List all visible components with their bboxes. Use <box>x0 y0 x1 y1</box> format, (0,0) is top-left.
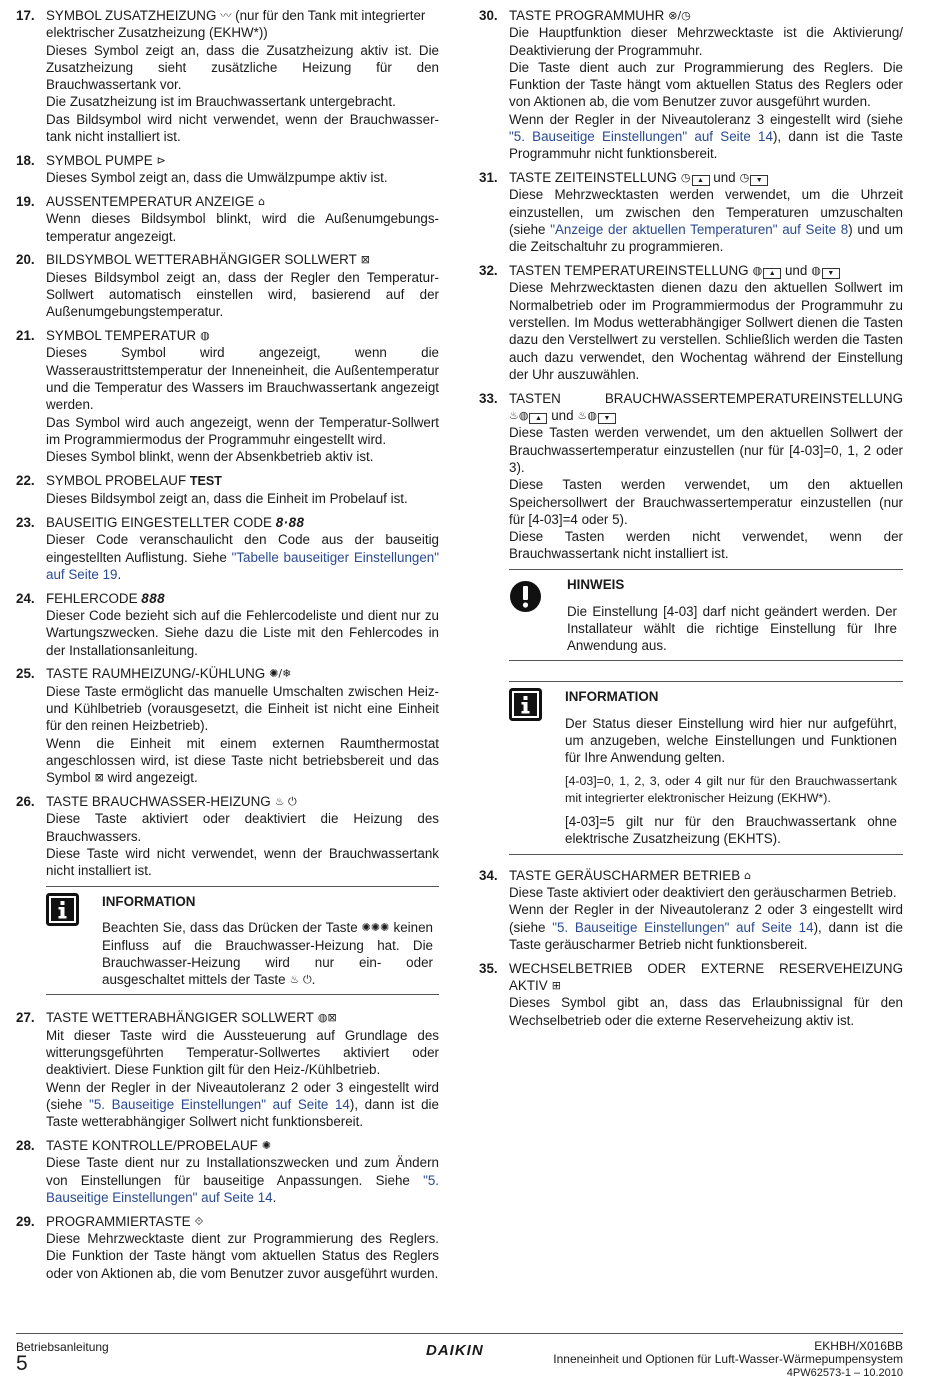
paragraph: Diese Taste wird nicht verwendet, wenn der Brauchwassertank nicht installiert ist. <box>46 845 439 879</box>
item-29 <box>16 1213 439 1282</box>
item-number: 26. <box>16 793 35 809</box>
document-type: Betriebsanleitung <box>16 1340 109 1354</box>
note-heading: INFORMATION <box>102 893 196 909</box>
notice-box <box>509 569 903 661</box>
paragraph: Das Bildsymbol wird nicht verwendet, wenn der Brauchwasser-tank nicht installiert ist. <box>46 111 439 145</box>
paragraph: Wenn der Regler in der Niveautoleranz 2 oder 3 eingestellt wird (siehe <box>46 1079 439 1112</box>
paragraph: Diese Mehrzwecktaste dient zur Programmierung des Reglers. Die Funktion der Taste hängt vom aktuellen Status des Reglers oder von Aktionen ab, die vom Benutzer zuvor ausgeführt wurden. <box>46 1231 439 1281</box>
warning-exclamation-icon <box>509 580 542 613</box>
item-24 <box>16 590 439 659</box>
item-title: SYMBOL PUMPE <box>46 152 153 168</box>
paragraph: Die Taste dient auch zur Programmierung des Reglers. Die Funktion der Taste hängt vom aktuellen Status des Reglers oder von Aktionen ab, die vom Benutzer zuvor ausgeführt wurden. <box>509 59 903 110</box>
up-key-icon: ▲ <box>529 413 547 424</box>
item-number: 24. <box>16 590 35 606</box>
item-18 <box>16 152 439 187</box>
page-number: 5 <box>16 1352 28 1375</box>
item-title: PROGRAMMIERTASTE <box>46 1213 191 1229</box>
item-31: 31. TASTE ZEITEINSTELLUNG ◷ ▲ und ◷ ▼ Diese Mehrzwecktasten werden verwendet, um die Uhrzeit einzustellen, um zwischen den Temperaturen umzuschalten (siehe "Anzeige der aktuellen Temperaturen" auf Seite 8) und um die Zeitschaltuhr zu programmieren. <box>479 170 903 255</box>
clock-icon: ◷ <box>739 171 750 185</box>
item-21 <box>16 327 439 465</box>
paragraph: Diese Mehrzwecktasten dienen dazu den aktuellen Sollwert im Normalbetrieb oder im Programmiermodus der Programmuhr zu verstellen. Im Modus wetterabhängiger Sollwert dienen die Tasten dazu den Verstellwert zu verstellen. Schließlich werden die Tasten auch dazu verwendet, den Wochentag während der Einstellung der Uhr auszuwählen. <box>509 280 903 382</box>
paragraph: Mit dieser Taste wird die Aussteuerung auf Grundlage des witterungsgeführten Temperatur-Sollwertes aktiviert oder deaktiviert. Diese Funktion gilt für den Heiz-/Kühlbetrieb. <box>46 1027 439 1078</box>
field-code-display: 8·88 <box>275 515 305 531</box>
item-number: 34. <box>479 867 498 883</box>
item-number: 29. <box>16 1213 35 1229</box>
paragraph: Dieses Symbol wird angezeigt, wenn die Wasseraustrittstemperatur der Inneneinheit, die Außentemperatur und die Temperatur des Wassers im Brauchwassertank angezeigt werden. <box>46 345 439 413</box>
paragraph: Diese Taste dient nur zu Installationszwecken und zum Ändern von Einstellungen für bauseitige Anpassungen. Siehe <box>46 1155 439 1188</box>
weather-dependent-setpoint-icon: ⊠ <box>94 771 104 785</box>
item-35 <box>479 960 903 1029</box>
item-number: 35. <box>479 960 498 976</box>
paragraph: Dieses Bildsymbol zeigt an, dass die Einheit im Probelauf ist. <box>46 491 408 507</box>
item-17 <box>16 7 439 145</box>
note-heading: INFORMATION <box>565 689 659 705</box>
item-27: 27. TASTE WETTERABHÄNGIGER SOLLWERT ◍⊠ Mit dieser Taste wird die Aussteuerung auf Grundlage des witterungsgeführten Temperatur-Sollwertes aktiviert oder deaktiviert. Diese Funktion gilt für den Heiz-/Kühlbetrieb. Wenn der Regler in der Niveautoleranz 2 oder 3 eingestellt wird (siehe "5. Bauseitige Einstellungen" auf Seite 14), dann ist die Taste wetterabhängiger Sollwert nicht funktionsbereit. <box>16 1010 439 1130</box>
page-footer <box>16 1333 903 1379</box>
item-title: SYMBOL ZUSATZHEIZUNG <box>46 8 217 23</box>
item-title: SYMBOL TEMPERATUR <box>46 328 197 344</box>
item-number: 18. <box>16 152 35 168</box>
schedule-timer-icon: ⊗/◷ <box>668 9 691 22</box>
down-key-icon: ▼ <box>598 413 616 424</box>
backup-heater-icon: ⊞ <box>551 979 561 993</box>
paragraph: Diese Taste aktiviert oder deaktiviert den geräuscharmen Betrieb. <box>509 885 897 901</box>
weather-dependent-setpoint-icon: ⊠ <box>360 253 370 267</box>
item-25: 25. TASTE RAUMHEIZUNG/-KÜHLUNG ✺/❄ Diese Taste ermöglicht das manuelle Umschalten zwischen Heiz- und Kühlbetrieb (vorausgesetzt, die Einheit ist nicht eine Einheit für den reinen Heizbetrieb). Wenn die Einheit mit einem externen Raumthermostat angeschlossen wird, ist diese Taste nicht betriebsbereit und das Symbol ⊠ wird angezeigt. <box>16 666 439 786</box>
information-box: INFORMATION Beachten Sie, dass das Drücken der Taste ✺✺✺ keinen Einfluss auf die Brauchwasser-Heizung hat. Die Brauchwasser-Heizung wird nur ein- oder ausgeschaltet mittels der Taste ♨ ⏻. <box>46 886 439 995</box>
paragraph: Diese Taste aktiviert oder deaktiviert die Heizung des Brauchwassers. <box>46 811 439 844</box>
item-28: 28. TASTE KONTROLLE/PROBELAUF ✺ Diese Taste dient nur zu Installationszwecken und zum Ändern von Einstellungen für bauseitige Anpassungen. Siehe "5. Bauseitige Einstellungen" auf Seite 14. <box>16 1138 439 1205</box>
link-field-settings-table[interactable]: "Tabelle bauseitiger Einstellungen" auf Seite 19 <box>46 549 439 582</box>
low-noise-icon: ⌂ <box>744 868 752 882</box>
item-number: 21. <box>16 328 35 344</box>
paragraph: Diese Tasten werden verwendet, um den aktuellen Speichersollwert der Brauchwassertemperatur einzustellen (nur für [4-03]=4 oder 5). <box>509 477 903 527</box>
item-number: 27. <box>16 1010 35 1026</box>
item-title: BAUSEITIG EINGESTELLTER CODE <box>46 515 272 531</box>
hot-water-power-icon: ♨ ⏻ <box>274 794 297 808</box>
paragraph: Diese Tasten werden verwendet, um den aktuellen Sollwert der Brauchwassertemperatur einzustellen (nur für [4-03]=0, 1, 2 oder 3). <box>509 425 903 475</box>
down-key-icon: ▼ <box>750 175 768 186</box>
paragraph: Dieses Symbol zeigt an, dass die Umwälzpumpe aktiv ist. <box>46 170 388 186</box>
item-number: 33. <box>479 390 498 406</box>
item-title: SYMBOL PROBELAUF <box>46 472 187 488</box>
heating-cooling-buttons-icon: ✺✺✺ <box>361 921 390 935</box>
note-text: [4-03]=0, 1, 2, 3, oder 4 gilt nur für den Brauchwassertank mit integrierter elektronischer Heizung (EKHW*). <box>565 773 897 805</box>
test-icon: TEST <box>189 473 222 488</box>
paragraph: Die Hauptfunktion dieser Mehrzwecktaste ist die Aktivierung/ Deaktivierung der Programmuhr. <box>509 25 903 58</box>
paragraph: Dieses Bildsymbol zeigt an, dass der Regler den Temperatur-Sollwert automatisch einstellen wird, basierend auf der Außenumgebungstemperatur. <box>46 269 439 320</box>
item-number: 17. <box>16 8 35 23</box>
temperature-icon: ◍ <box>811 264 821 278</box>
link-current-temperatures[interactable]: "Anzeige der aktuellen Temperaturen" auf Seite 8 <box>550 222 849 238</box>
item-title: TASTEN TEMPERATUREINSTELLUNG <box>509 263 749 279</box>
information-icon <box>46 893 79 926</box>
document-subtitle: Inneneinheit und Optionen für Luft-Wasser-Wärmepumpensystem <box>553 1352 903 1367</box>
paragraph: Das Symbol wird auch angezeigt, wenn der Temperatur-Sollwert im Programmiermodus der Programmuhr eingestellt wird. <box>46 414 439 447</box>
information-icon <box>509 688 542 721</box>
link-field-settings[interactable]: "5. Bauseitige Einstellungen" auf Seite 14 <box>46 1172 439 1205</box>
paragraph: Die Zusatzheizung ist im Brauchwassertank untergebracht. <box>46 94 396 110</box>
right-column <box>479 7 903 1035</box>
temperature-icon: ◍ <box>200 329 210 343</box>
item-34: 34. TASTE GERÄUSCHARMER BETRIEB ⌂ Diese Taste aktiviert oder deaktiviert den geräuscharmen Betrieb. Wenn der Regler in der Niveautoleranz 2 oder 3 eingestellt wird (siehe "5. Bauseitige Einstellungen" auf Seite 14), dann ist die Taste geräuscharmer Betrieb nicht funktionsbereit. <box>479 867 903 952</box>
item-number: 20. <box>16 252 35 268</box>
note-heading: HINWEIS <box>567 577 625 593</box>
item-title: WECHSELBETRIEB ODER EXTERNE RESERVEHEIZUNG AKTIV <box>509 960 903 994</box>
item-title: TASTE RAUMHEIZUNG/-KÜHLUNG <box>46 666 266 682</box>
auxiliary-heater-icon: 〰 <box>220 9 232 22</box>
item-title: TASTE ZEITEINSTELLUNG <box>509 170 677 186</box>
item-number: 23. <box>16 515 35 531</box>
inspection-test-icon: ✺ <box>261 1139 272 1153</box>
document-number: 4PW62573-1 – 10.2010 <box>786 1366 903 1379</box>
item-number: 31. <box>479 170 498 186</box>
pump-icon: ⊳ <box>156 153 166 167</box>
paragraph: Dieses Symbol zeigt an, dass die Zusatzheizung aktiv ist. Die Zusatzheizung sieht zusätzliche Heizung für den Brauchwassertank vor. <box>46 42 439 93</box>
note-text: Die Einstellung [4-03] darf nicht geändert werden. Der Installateur wählt die richtige Einstellung für Ihre Anwendung aus. <box>567 603 897 654</box>
paragraph: Dieser Code bezieht sich auf die Fehlercodeliste und dient nur zu Wartungszwecken. Siehe dazu die Liste mit den Fehlercodes in der Installationsanleitung. <box>46 608 439 658</box>
hot-water-temperature-icon: ♨◍ <box>577 409 598 423</box>
item-title: TASTE GERÄUSCHARMER BETRIEB <box>509 867 741 883</box>
item-number: 19. <box>16 193 35 209</box>
item-number: 25. <box>16 666 35 682</box>
outdoor-temperature-icon: ⌂ <box>258 194 266 208</box>
item-26 <box>16 793 439 879</box>
left-column <box>16 7 439 1288</box>
item-title: TASTEN BRAUCHWASSERTEMPERATUREINSTELLUNG <box>509 390 903 406</box>
item-32: 32. TASTEN TEMPERATUREINSTELLUNG ◍ ▲ und ◍ ▼ Diese Mehrzwecktasten dienen dazu den aktuellen Sollwert im Normalbetrieb oder im Programmiermodus der Programmuhr zu verstellen. Im Modus wetterabhängiger Sollwert dienen die Tasten dazu den Verstellwert zu verstellen. Schließlich werden die Tasten auch dazu verwendet, den Wochentag während der Einstellung der Uhr auszuwählen. <box>479 263 903 382</box>
note-text: Beachten Sie, dass das Drücken der Taste <box>102 920 358 936</box>
item-19 <box>16 193 439 245</box>
item-title: FEHLERCODE <box>46 590 138 606</box>
item-number: 32. <box>479 263 498 279</box>
temperature-icon: ◍ <box>752 264 763 278</box>
model-number: EKHBH/X016BB <box>814 1339 903 1353</box>
link-field-settings[interactable]: "5. Bauseitige Einstellungen" auf Seite 14 <box>89 1096 350 1112</box>
item-title: AUSSENTEMPERATUR ANZEIGE <box>46 193 255 209</box>
paragraph: Diese Mehrzwecktasten werden verwendet, um die Uhrzeit einzustellen, um zwischen den Temperaturen umzuschalten (siehe <box>509 187 903 238</box>
hot-water-temperature-icon: ♨◍ <box>509 409 529 423</box>
item-33: 33. TASTEN BRAUCHWASSERTEMPERATUREINSTELLUNG ♨◍ ▲ und ♨◍ ▼ Diese Tasten werden verwendet, um den aktuellen Sollwert der Brauchwassertemperatur einzustellen (nur für [4-03]=0, 1, 2 oder 3). Diese Tasten werden verwendet, um den aktuellen Speichersollwert der Brauchwassertemperatur einzustellen (nur für [4-03]=4 oder 5). Diese Tasten werden nicht verwendet, wenn der Brauchwassertank nicht installiert ist. <box>479 390 903 562</box>
item-title: TASTE BRAUCHWASSER-HEIZUNG <box>46 793 271 809</box>
item-title: TASTE PROGRAMMUHR <box>509 8 665 23</box>
down-key-icon: ▼ <box>822 268 840 279</box>
paragraph: Wenn dieses Bildsymbol blinkt, wird die Außenumgebungs-temperatur angezeigt. <box>46 211 439 244</box>
link-field-settings[interactable]: "5. Bauseitige Einstellungen" auf Seite 14 <box>509 129 773 145</box>
paragraph: Dieses Symbol blinkt, wenn der Absenkbetrieb aktiv ist. <box>46 449 374 465</box>
paragraph: Dieser Code veranschaulicht den Code aus der bauseitig eingestellten Auflistung. Siehe <box>46 532 439 565</box>
up-key-icon: ▲ <box>692 175 710 186</box>
programming-icon: ⟐ <box>194 1214 204 1228</box>
paragraph: Dieses Symbol gibt an, dass das Erlaubnissignal für den Wechselbetrieb oder die externe Reserveheizung aktiv ist. <box>509 995 903 1028</box>
note-text: Der Status dieser Einstellung wird hier nur aufgeführt, um anzugeben, welche Einstellungen und Funktionen für Ihre Anwendung gelten. <box>565 715 897 766</box>
note-text: [4-03]=5 gilt nur für den Brauchwassertank ohne elektrische Zusatzheizung (EKHTS). <box>565 814 897 847</box>
item-title: BILDSYMBOL WETTERABHÄNGIGER SOLLWERT <box>46 252 357 268</box>
item-number: 28. <box>16 1138 35 1154</box>
footer-info <box>553 1340 903 1379</box>
paragraph: Diese Tasten werden nicht verwendet, wenn der Brauchwassertank nicht installiert ist. <box>509 529 903 562</box>
item-title: TASTE KONTROLLE/PROBELAUF <box>46 1138 258 1154</box>
paragraph: Wenn die Einheit mit einem externen Raumthermostat angeschlossen wird, ist diese Taste nicht betriebsbereit und das Symbol <box>46 735 439 786</box>
item-23: 23. BAUSEITIG EINGESTELLTER CODE 8·88 Dieser Code veranschaulicht den Code aus der bauseitig eingestellten Auflistung. Siehe "Tabelle bauseitiger Einstellungen" auf Seite 19. <box>16 515 439 582</box>
paragraph: Wenn der Regler in der Niveautoleranz 2 oder 3 eingestellt wird (siehe <box>509 902 903 935</box>
hot-water-power-icon: ♨ ⏻ <box>289 973 312 987</box>
heating-cooling-icon: ✺/❄ <box>269 667 292 681</box>
error-code-display: 888 <box>141 590 166 606</box>
clock-icon: ◷ <box>680 171 691 185</box>
item-title-note: (nur für den Tank mit integrierter elektrischer Zusatzheizung (EKHW*)) <box>46 8 426 41</box>
paragraph: Diese Taste ermöglicht das manuelle Umschalten zwischen Heiz- und Kühlbetrieb (vorausgesetzt, die Einheit ist nicht eine Einheit für den reinen Heizbetrieb). <box>46 683 439 734</box>
item-30: 30. TASTE PROGRAMMUHR ⊗/◷ Die Hauptfunktion dieser Mehrzwecktaste ist die Aktivierung/ Deaktivierung der Programmuhr. Die Taste dient auch zur Programmierung des Reglers. Die Funktion der Taste hängt vom aktuellen Status des Reglers oder von Aktionen ab, die vom Benutzer zuvor ausgeführt wurden. Wenn der Regler in der Niveautoleranz 3 eingestellt wird (siehe "5. Bauseitige Einstellungen" auf Seite 14), dann ist die Taste Programmuhr nicht funktionsbereit. <box>479 8 903 162</box>
link-field-settings[interactable]: "5. Bauseitige Einstellungen" auf Seite 14 <box>552 919 814 935</box>
weather-dependent-button-icon: ◍⊠ <box>317 1011 337 1025</box>
paragraph: Wenn der Regler in der Niveautoleranz 3 eingestellt wird (siehe <box>509 111 903 127</box>
daikin-logo: DAIKIN <box>426 1342 484 1359</box>
item-number: 30. <box>479 8 498 23</box>
item-22 <box>16 472 439 508</box>
information-box <box>509 681 903 854</box>
up-key-icon: ▲ <box>763 268 781 279</box>
item-20 <box>16 251 439 320</box>
item-title: TASTE WETTERABHÄNGIGER SOLLWERT <box>46 1010 314 1026</box>
item-number: 22. <box>16 472 35 488</box>
